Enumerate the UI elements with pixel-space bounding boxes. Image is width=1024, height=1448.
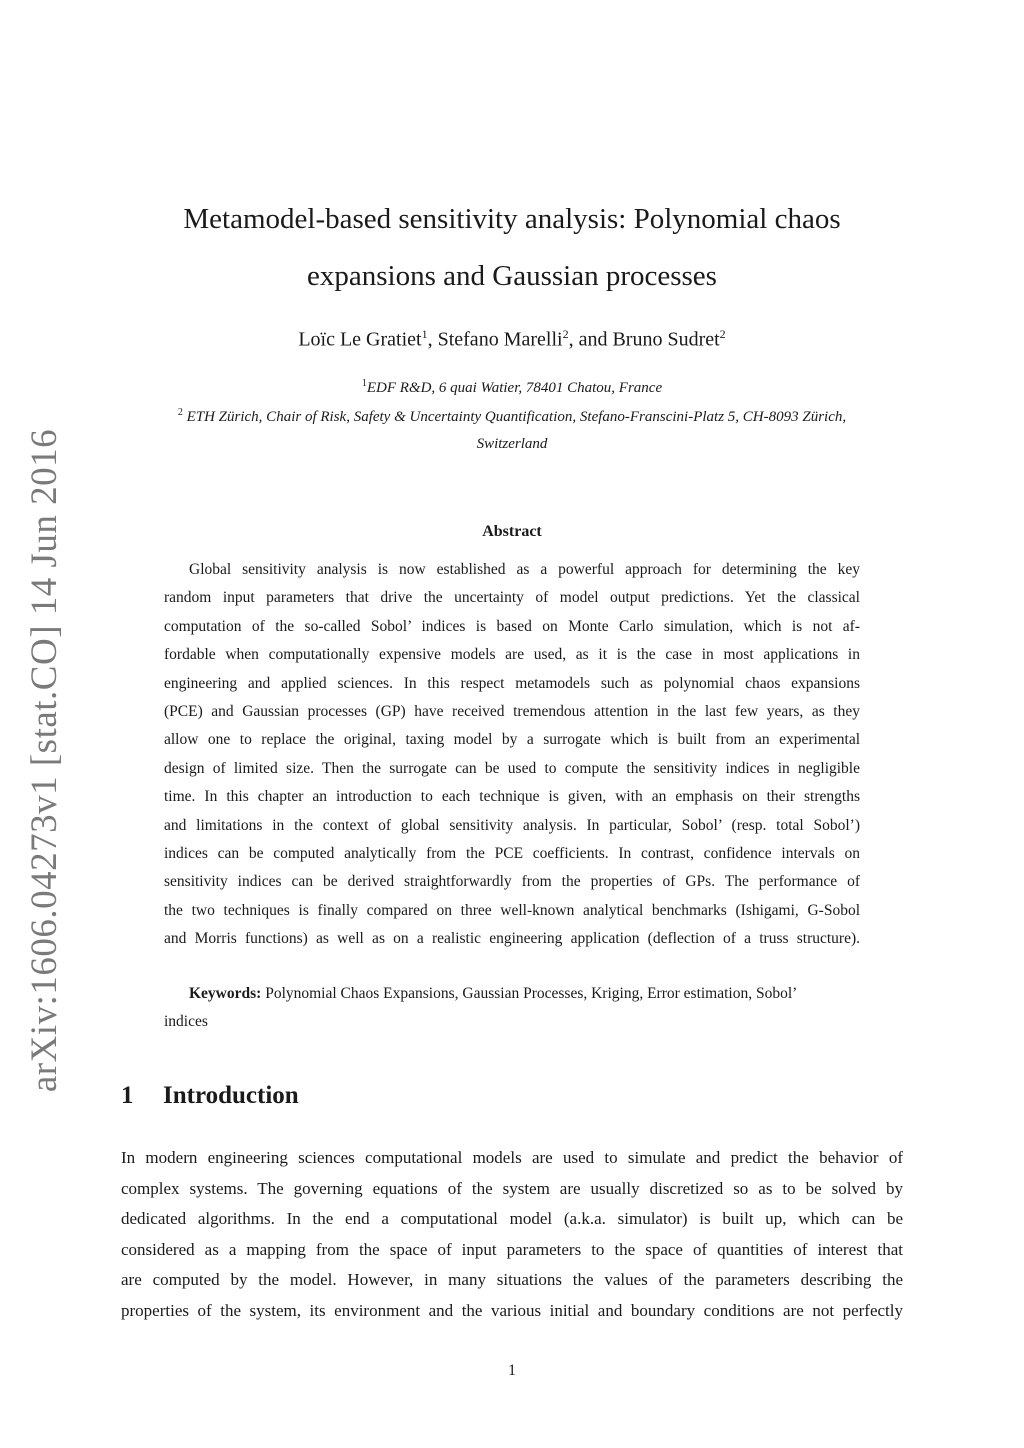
- abstract-line: indices can be computed analytically from the PCE coefficients. In contrast, confidence intervals on: [164, 844, 860, 862]
- abstract-line: allow one to replace the original, taxing model by a surrogate which is built from an experimental: [164, 731, 860, 749]
- abstract-body: [164, 556, 860, 953]
- abstract-line: and limitations in the context of global sensitivity analysis. In particular, Sobol’ (resp. total Sobol’): [164, 816, 860, 834]
- affiliation-2-continued: Switzerland: [476, 436, 548, 452]
- author-name: Loïc Le Gratiet: [298, 328, 422, 351]
- body-line: properties of the system, its environment and the various initial and boundary conditions are not perfectly: [121, 1300, 903, 1320]
- abstract-line: engineering and applied sciences. In this respect metamodels such as polynomial chaos expansions: [164, 674, 860, 692]
- affiliation-2: [110, 407, 914, 426]
- abstract-line: and Morris functions) as well as on a realistic engineering application (deflection of a truss structure).: [164, 930, 860, 948]
- body-line: complex systems. The governing equations of the system are usually discretized so as to be solved by: [121, 1178, 903, 1198]
- author-affiliation-mark: 1: [421, 327, 428, 341]
- arxiv-identifier-text: arXiv:1606.04273v1 [stat.CO] 14 Jun 2016: [24, 428, 66, 1092]
- author-affiliation-mark: 2: [562, 327, 569, 341]
- body-line: considered as a mapping from the space of input parameters to the space of quantities of interest that: [121, 1239, 903, 1259]
- affiliation-text: EDF R&D, 6 quai Watier, 78401 Chatou, France: [366, 380, 663, 396]
- keywords-block: [164, 980, 860, 1037]
- body-line: dedicated algorithms. In the end a computational model (a.k.a. simulator) is built up, which can be: [121, 1209, 903, 1229]
- body-line: In modern engineering sciences computational models are used to simulate and predict the behavior of: [121, 1148, 903, 1167]
- author-name: Stefano Marelli: [437, 328, 563, 351]
- abstract-line: random input parameters that drive the uncertainty of model output predictions. Yet the classical: [164, 589, 860, 607]
- page-number: 1: [508, 1362, 516, 1379]
- author-name: Bruno Sudret: [612, 328, 720, 351]
- keywords-label: Keywords:: [189, 985, 262, 1002]
- affiliation-number: 1: [361, 378, 367, 389]
- section-heading-introduction: [121, 1082, 299, 1110]
- author-affiliation-mark: 2: [719, 327, 726, 341]
- keywords-line-1: [164, 980, 860, 1008]
- author-separator: , and: [568, 328, 613, 351]
- abstract-line: design of limited size. Then the surrogate can be used to compute the sensitivity indices in negligible: [164, 759, 860, 777]
- abstract-line: the two techniques is finally compared on three well-known analytical benchmarks (Ishigami, G-Sobol: [164, 901, 860, 919]
- author-separator: ,: [427, 328, 438, 351]
- abstract-line: sensitivity indices can be derived straightforwardly from the properties of GPs. The performance of: [164, 873, 860, 891]
- section-title: Introduction: [163, 1082, 299, 1109]
- abstract-line: fordable when computationally expensive models are used, as it is the case in most applications in: [164, 646, 860, 664]
- body-line: are computed by the model. However, in many situations the values of the parameters describing the: [121, 1270, 903, 1290]
- abstract-heading: Abstract: [482, 523, 542, 540]
- author-list: [150, 327, 874, 352]
- affiliation-1: [110, 378, 914, 397]
- section-number: 1: [121, 1082, 134, 1109]
- abstract-line: time. In this chapter an introduction to each technique is given, with an emphasis on their strengths: [164, 788, 860, 806]
- affiliation-number: 2: [177, 407, 183, 418]
- keywords-text: Polynomial Chaos Expansions, Gaussian Processes, Kriging, Error estimation, Sobol’: [265, 985, 798, 1002]
- keywords-line-2: indices: [164, 1013, 208, 1031]
- paper-title-line-1: Metamodel-based sensitivity analysis: Polynomial chaos: [183, 203, 841, 235]
- arxiv-identifier-stamp: [0, 428, 90, 1092]
- introduction-body: [121, 1143, 903, 1327]
- abstract-line: computation of the so-called Sobol’ indices is based on Monte Carlo simulation, which is not af-: [164, 617, 860, 635]
- paper-title-line-2: expansions and Gaussian processes: [307, 260, 717, 292]
- abstract-line: Global sensitivity analysis is now established as a powerful approach for determining the key: [189, 561, 860, 578]
- abstract-line: (PCE) and Gaussian processes (GP) have received tremendous attention in the last few years, as they: [164, 702, 860, 720]
- affiliation-text: ETH Zürich, Chair of Risk, Safety & Uncertainty Quantification, Stefano-Franscini-Platz 5, CH-8093 Zürich,: [186, 409, 847, 425]
